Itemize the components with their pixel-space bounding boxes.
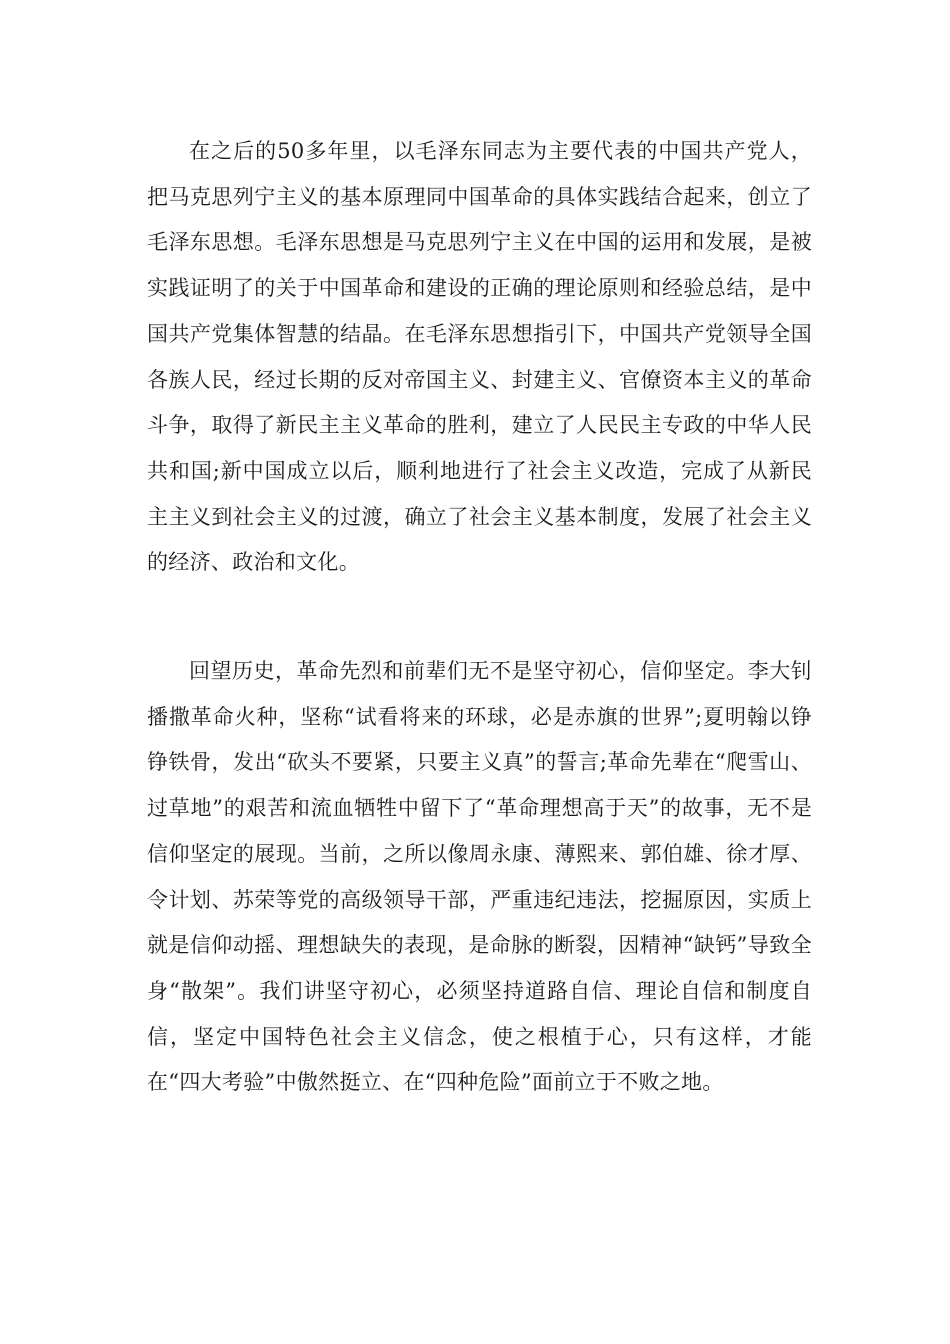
body-paragraph-2: 回望历史，革命先烈和前辈们无不是坚守初心，信仰坚定。李大钊播撒革命火种，坚称“试看将来的环球，必是赤旗的世界”;夏明翰以铮铮铁骨，发出“砍头不要紧，只要主义真”的誓言;革命先辈在“爬雪山、过草地”的艰苦和流血牺牲中留下了“革命理想高于天”的故事，无不是信仰坚定的展现。当前，之所以像周永康、薄熙来、郭伯雄、徐才厚、令计划、苏荣等党的高级领导干部，严重违纪违法，挖掘原因，实质上就是信仰动摇、理想缺失的表现，是命脉的断裂，因精神“缺钙”导致全身“散架”。我们讲坚守初心，必须坚持道路自信、理论自信和制度自信，坚定中国特色社会主义信念，使之根植于心，只有这样，才能在“四大考验”中傲然挺立、在“四种危险”面前立于不败之地。 — [147, 659, 812, 1095]
body-paragraph-1: 在之后的50多年里，以毛泽东同志为主要代表的中国共产党人，把马克思列宁主义的基本原理同中国革命的具体实践结合起来，创立了毛泽东思想。毛泽东思想是马克思列宁主义在中国的运用和发展，是被实践证明了的关于中国革命和建设的正确的理论原则和经验总结，是中国共产党集体智慧的结晶。在毛泽东思想指引下，中国共产党领导全国各族人民，经过长期的反对帝国主义、封建主义、官僚资本主义的革命斗争，取得了新民主主义革命的胜利，建立了人民民主专政的中华人民共和国;新中国成立以后，顺利地进行了社会主义改造，完成了从新民主主义到社会主义的过渡，确立了社会主义基本制度，发展了社会主义的经济、政治和文化。 — [147, 139, 812, 575]
